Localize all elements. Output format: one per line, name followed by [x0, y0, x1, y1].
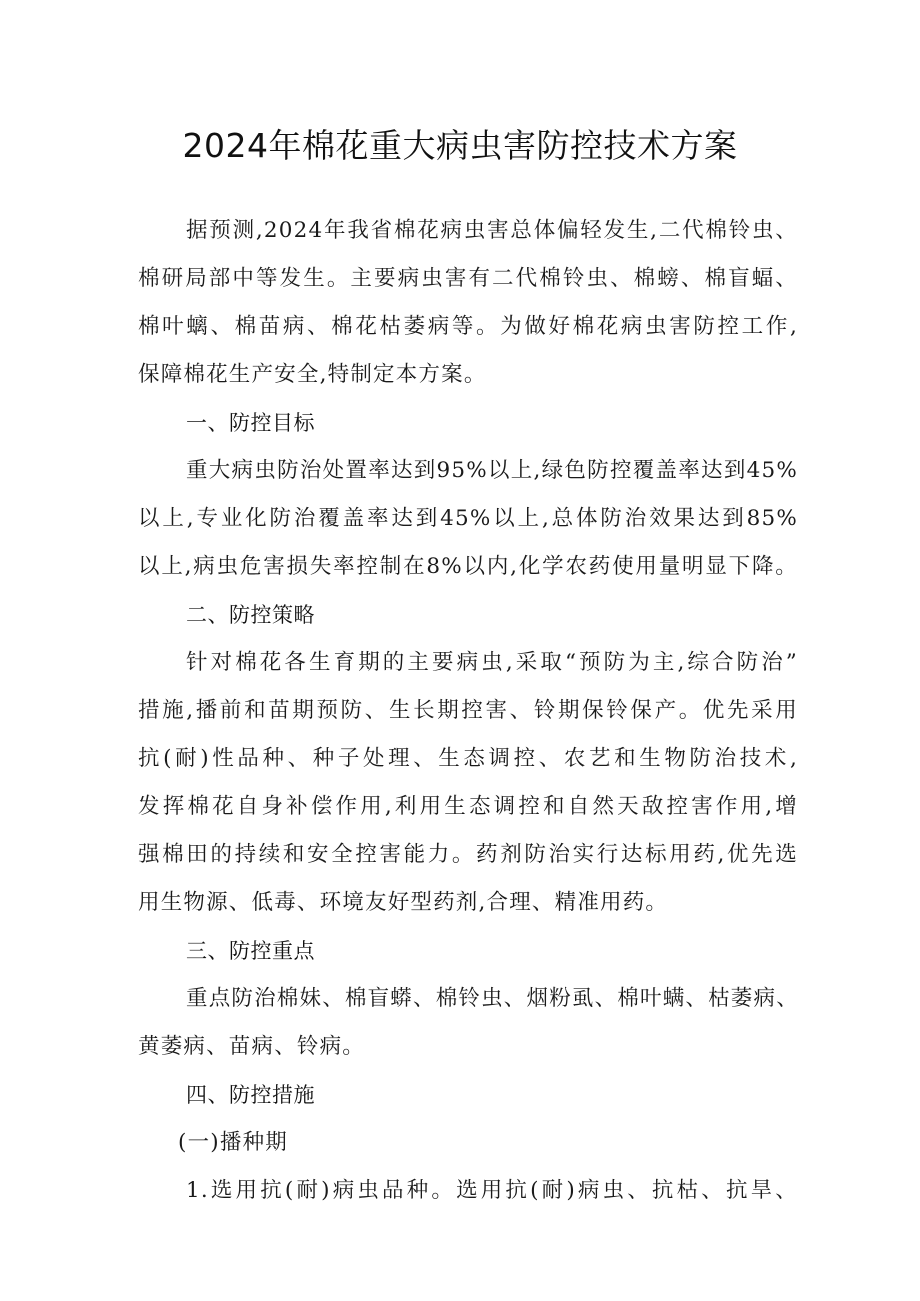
paragraph-line: 抗(耐)性品种、种子处理、生态调控、农艺和生物防治技术, [138, 746, 798, 771]
document-title: 2024年棉花重大病虫害防控技术方案 [182, 126, 738, 165]
paragraph-line: 措施,播前和苗期预防、生长期控害、铃期保铃保产。优先采用 [138, 698, 798, 723]
paragraph-line: 据预测,2024年我省棉花病虫害总体偏轻发生,二代棉铃虫、 [186, 218, 798, 243]
paragraph-line: 重大病虫防治处置率达到95%以上,绿色防控覆盖率达到45% [186, 458, 798, 483]
paragraph-line: 针对棉花各生育期的主要病虫,采取“预防为主,综合防治” [186, 650, 798, 675]
paragraph-line: 保障棉花生产安全,特制定本方案。 [138, 362, 487, 387]
paragraph-line: 黄萎病、苗病、铃病。 [138, 1034, 366, 1059]
paragraph-line: 棉叶螭、棉苗病、棉花枯萎病等。为做好棉花病虫害防控工作, [138, 314, 798, 339]
section-heading: 一、防控目标 [186, 411, 315, 435]
paragraph-line: 重点防治棉妹、棉盲蟒、棉铃虫、烟粉虱、棉叶螨、枯萎病、 [186, 986, 799, 1011]
subsection-heading: (一)播种期 [178, 1130, 288, 1155]
section-heading: 四、防控措施 [186, 1083, 315, 1107]
paragraph-line: 发挥棉花自身补偿作用,利用生态调控和自然天敌控害作用,增 [138, 794, 798, 819]
section-heading: 二、防控策略 [186, 603, 315, 627]
paragraph-line: 以上,病虫危害损失率控制在8%以内,化学农药使用量明显下降。 [138, 554, 798, 579]
section-heading: 三、防控重点 [186, 939, 315, 963]
paragraph-line: 用生物源、低毒、环境友好型药剂,合理、精准用药。 [138, 890, 669, 915]
paragraph-line: 以上,专业化防治覆盖率达到45%以上,总体防治效果达到85% [138, 506, 798, 531]
paragraph-line: 1.选用抗(耐)病虫品种。选用抗(耐)病虫、抗枯、抗旱、 [186, 1178, 798, 1203]
paragraph-line: 棉研局部中等发生。主要病虫害有二代棉铃虫、棉螃、棉盲蝠、 [138, 266, 798, 291]
paragraph-line: 强棉田的持续和安全控害能力。药剂防治实行达标用药,优先选 [138, 842, 798, 867]
